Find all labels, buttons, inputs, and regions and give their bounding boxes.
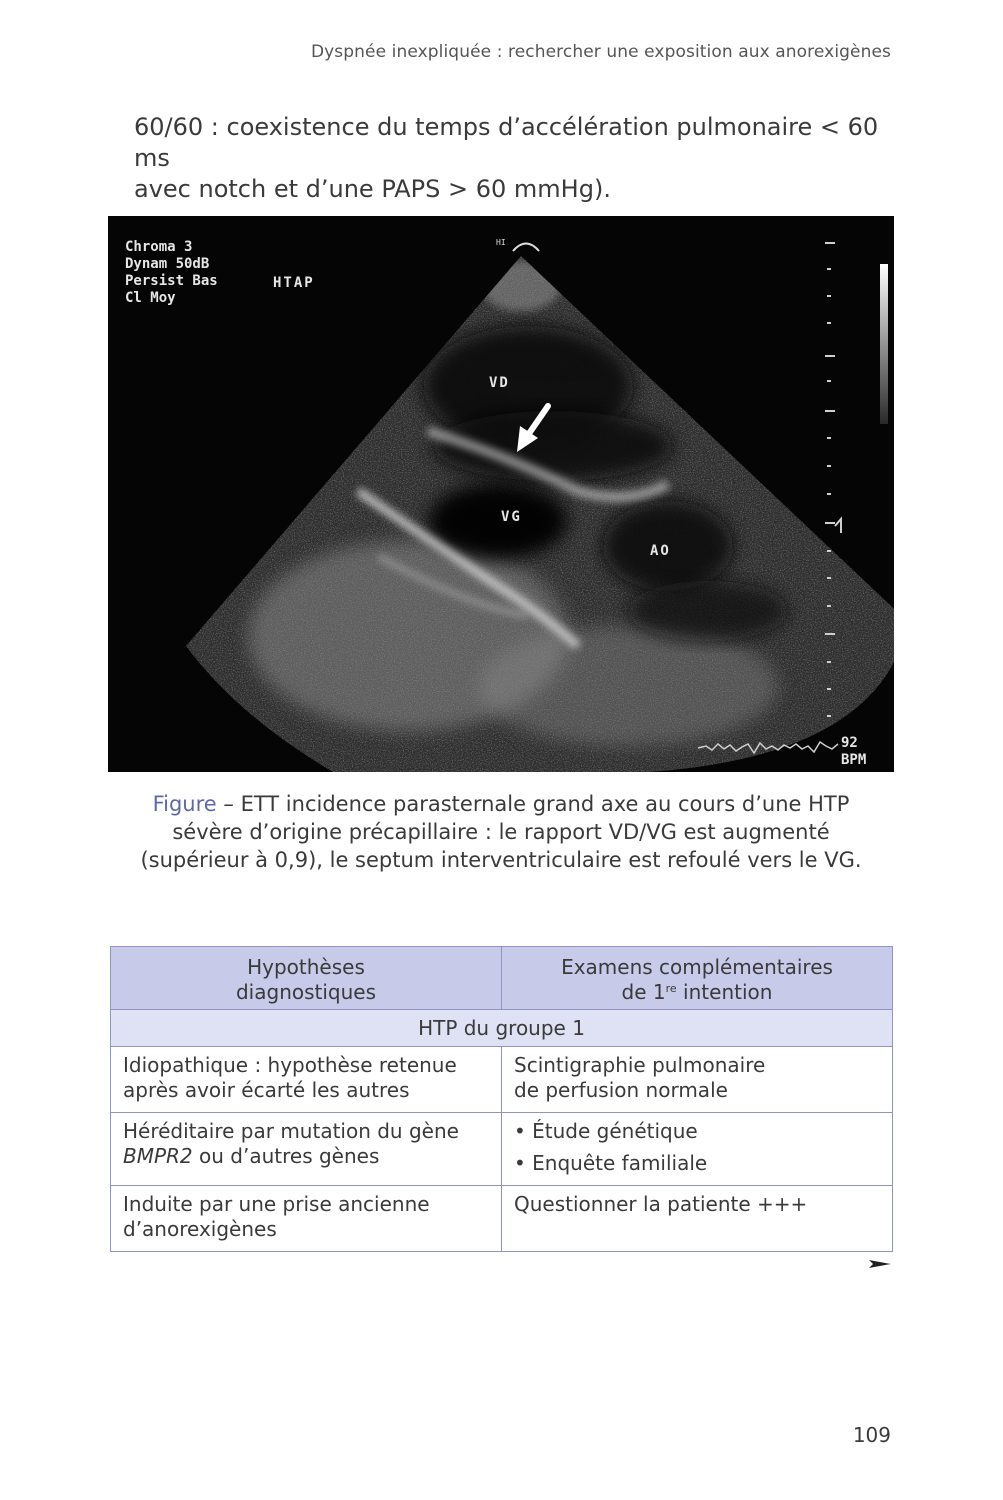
running-header: Dyspnée inexpliquée : rechercher une exposition aux anorexigènes (310, 42, 891, 62)
figure-caption (130, 790, 872, 874)
intro-paragraph (134, 112, 904, 205)
cell-text: d’anorexigènes (123, 1217, 277, 1241)
header-hypotheses-line-1: Hypothèses (247, 955, 365, 979)
bullet-item: • Étude génétique (514, 1119, 698, 1143)
cell-exam (502, 1186, 893, 1252)
figure-label: Figure (152, 792, 217, 816)
continue-arrow-icon (869, 1258, 891, 1270)
label-vg: VG (501, 509, 522, 525)
caption-text-1: – ETT incidence parasternale grand axe au cours d’une HTP (216, 792, 850, 816)
cell-text: après avoir écarté les autres (123, 1078, 410, 1102)
header-examens-sup: re (665, 982, 677, 995)
setting-line: Dynam 50dB (125, 256, 210, 272)
heart-rate-value: 92 (841, 735, 858, 751)
cell-exam (502, 1113, 893, 1186)
label-htap: HTAP (273, 275, 315, 291)
focus-marker-icon (835, 519, 841, 533)
cell-text: Questionner la patiente +++ (514, 1192, 808, 1216)
cell-exam (502, 1047, 893, 1113)
cell-text (123, 1144, 489, 1169)
group-title: HTP du groupe 1 (111, 1010, 893, 1047)
cell-text: Scintigraphie pulmonaire (514, 1053, 766, 1077)
cell-hypothesis (111, 1113, 502, 1186)
scanner-settings (125, 239, 218, 307)
table-header-row (111, 947, 893, 1010)
table-row (111, 1047, 893, 1113)
table-row (111, 1113, 893, 1186)
ultrasound-sector (108, 216, 894, 772)
cell-hypothesis (111, 1047, 502, 1113)
page-number: 109 (852, 1423, 891, 1447)
grayscale-bar (880, 264, 888, 424)
header-hypotheses (111, 947, 502, 1010)
bullet-item: • Enquête familiale (514, 1151, 708, 1175)
heart-rate-unit: BPM (841, 752, 867, 768)
cell-text: Induite par une prise ancienne (123, 1192, 430, 1216)
setting-line: Persist Bas (125, 273, 218, 289)
probe-marker-icon (513, 244, 539, 252)
gene-name: BMPR2 (123, 1144, 193, 1168)
header-examens-line-1: Examens complémentaires (561, 955, 833, 979)
cell-text-rest: ou d’autres gènes (192, 1144, 380, 1168)
cell-hypothesis (111, 1186, 502, 1252)
table-row (111, 1186, 893, 1252)
echocardiogram-image (108, 216, 894, 772)
setting-line: Chroma 3 (125, 239, 193, 255)
setting-line: Cl Moy (125, 290, 176, 306)
intro-line-1: 60/60 : coexistence du temps d’accélération pulmonaire < 60 ms (134, 113, 879, 172)
caption-line-2: sévère d’origine précapillaire : le rapport VD/VG est augmenté (172, 820, 830, 844)
cell-text: de perfusion normale (514, 1078, 728, 1102)
header-examens-prefix: de 1 (621, 980, 666, 1004)
header-examens-suffix: intention (676, 980, 773, 1004)
diagnostic-table (110, 946, 893, 1252)
header-hypotheses-line-2: diagnostiques (235, 980, 377, 1004)
group-row (111, 1010, 893, 1047)
probe-marker-label: HI (496, 238, 506, 247)
cell-text: Héréditaire par mutation du gène (123, 1119, 459, 1143)
label-ao: AO (650, 543, 671, 559)
caption-line-1 (130, 790, 872, 818)
cell-text: Idiopathique : hypothèse retenue (123, 1053, 457, 1077)
caption-line-3: (supérieur à 0,9), le septum interventriculaire est refoulé vers le VG. (140, 848, 862, 872)
label-vd: VD (489, 375, 510, 391)
header-examens (502, 947, 893, 1010)
header-examens-line-2 (512, 980, 882, 1005)
echocardiogram-graphic (108, 216, 894, 772)
intro-line-2: avec notch et d’une PAPS > 60 mmHg). (134, 175, 611, 203)
